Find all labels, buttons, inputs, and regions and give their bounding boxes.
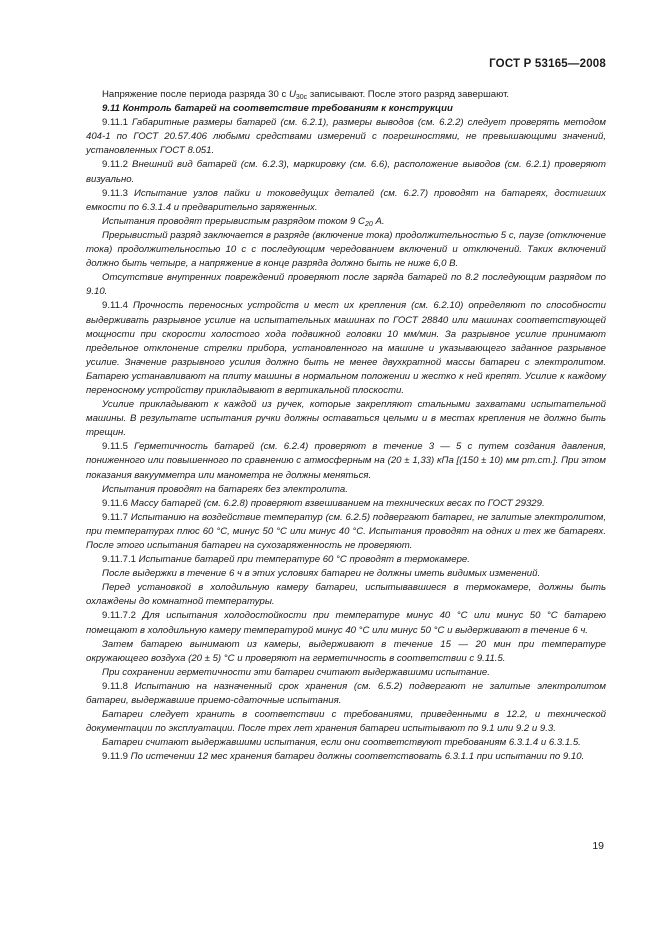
text: А.: [372, 215, 385, 227]
clause-number: 9.11.1: [102, 117, 132, 129]
clause-number: 9.11.2: [102, 159, 133, 171]
text: Напряжение после периода разряда 30 с: [102, 89, 289, 100]
clause-text: Герметичность батарей (см. 6.2.4) проверяют в течение 3 — 5 с путем создания давления, пониженного или повышенного по сравнению с атмосферным на (20 ± 1,33) кПа [(150 ± 10) мм рт.ст.]. При этом показания вакуумметра или манометра не должны меняться.: [86, 441, 606, 481]
clause-text: Прочность переносных устройств и мест их крепления (см. 6.2.10) определяют по способности выдерживать разрывное усилие на испытательных машинах по ГОСТ 28840 или машинах соответствующей мощности при скорости холостого хода подвижной головки 10 мм/мин. За разрывное усилие принимают предельное отклонение стрелки прибора, установленного на машине и указывающего заданное разрывное усилие. Значение разрывного усилия должно быть не менее двухкратной массы батареи с электролитом. Батарею устанавливают на плиту машины в нормальном положении и жестко к ней крепят. Усилие к каждому переносному устройству прикладывают в вертикальной плоскости.: [86, 300, 606, 396]
paragraph: [86, 553, 606, 567]
paragraph: [86, 215, 606, 229]
paragraph: Отсутствие внутренних повреждений проверяют после заряда батарей по 8.2 последующим разрядом по 9.10.: [86, 272, 606, 298]
paragraph: [86, 680, 606, 708]
voltage-symbol: U: [288, 89, 296, 100]
paragraph: [86, 88, 606, 102]
paragraph: [86, 750, 606, 764]
clause-text: Габаритные размеры батарей (см. 6.2.1), размеры выводов (см. 6.2.2) следует проверять методом 404-1 по ГОСТ 20.57.406 любыми средствами измерений с погрешностями, не превышающими значений, установленных ГОСТ 8.051.: [86, 117, 606, 157]
paragraph: Затем батарею вынимают из камеры, выдерживают в течение 15 — 20 мин при температуре окружающего воздуха (20 ± 5) °С и проверяют на герметичность в соответствии с 9.11.5.: [86, 638, 606, 664]
clause-number: 9.11.7.2: [102, 610, 143, 622]
paragraph: Усилие прикладывают к каждой из ручек, которые закрепляют стальными захватами испытательной машины. В результате испытания ручки должны оставаться целыми и в местах крепления не должно быть трещин.: [86, 399, 606, 439]
paragraph: [86, 609, 606, 637]
paragraph: Испытания проводят на батареях без электролита.: [102, 483, 348, 495]
clause-number: 9.11.6: [102, 497, 131, 509]
paragraph: [86, 497, 606, 511]
paragraph: При сохранении герметичности эти батареи считают выдержавшими испытание.: [102, 666, 490, 678]
paragraph: Батареи считают выдержавшими испытания, если они соответствуют требованиям 6.3.1.4 и 6.3.1.5.: [102, 737, 581, 749]
clause-text: По истечении 12 мес хранения батареи должны соответствовать 6.3.1.1 при испытании по 9.10.: [130, 751, 585, 763]
clause-number: 9.11.4: [102, 300, 134, 312]
clause-number: 9.11.7.1: [102, 554, 139, 566]
clause-number: 9.11.5: [102, 441, 135, 453]
paragraph: [86, 299, 606, 398]
clause-text: Для испытания холодостойкости при температуре минус 40 °С или минус 50 °С батарею помещают в холодильную камеру температурой минус 40 °С или минус 50 °С и выдерживают в течение 6 ч.: [86, 610, 606, 636]
clause-number: 9.11.8: [102, 680, 135, 692]
clause-text: Испытание батарей при температуре 60 °С проводят в термокамере.: [138, 554, 470, 566]
paragraph: [86, 440, 606, 482]
clause-number: 9.11.7: [102, 511, 131, 523]
clause-number: 9.11.3: [102, 187, 134, 199]
paragraph: Перед установкой в холодильную камеру батареи, испытывавшиеся в термокамере, должны быть охлаждены до комнатной температуры.: [86, 582, 606, 608]
standard-header: ГОСТ Р 53165—2008: [489, 58, 606, 70]
clause-text: Испытание узлов пайки и токоведущих деталей (см. 6.2.7) проводят на батареях, достигших емкости по 6.3.1.4 и предварительно заряженных.: [86, 187, 606, 213]
paragraph: Батареи следует хранить в соответствии с требованиями, приведенными в 12.2, и технической документации по эксплуатации. После трех лет хранения батареи испытывают по 9.1 или 9.2 и 9.3.: [86, 709, 606, 735]
text: Испытания проводят прерывистым разрядом током 9 C: [102, 215, 365, 227]
paragraph: После выдержки в течение 6 ч в этих условиях батареи не должны иметь видимых изменений.: [102, 568, 541, 580]
clause-text: Испытанию на назначенный срок хранения (см. 6.5.2) подвергают не залитые электролитом батареи, выдержавшие приемо-сдаточные испытания.: [86, 680, 606, 707]
paragraph: [86, 187, 606, 215]
section-heading: 9.11 Контроль батарей на соответствие требованиям к конструкции: [102, 103, 453, 115]
paragraph: [86, 158, 606, 186]
clause-text: Внешний вид батарей (см. 6.2.3), маркировку (см. 6.6), расположение выводов (см. 6.2.1) проверяют визуально.: [86, 159, 606, 185]
voltage-subscript: 30c: [295, 94, 308, 101]
current-subscript: 20: [364, 220, 373, 228]
document-body: [86, 88, 606, 765]
clause-number: 9.11.9: [102, 751, 131, 763]
paragraph: [86, 511, 606, 553]
paragraph: [86, 116, 606, 158]
clause-text: Испытанию на воздействие температур (см. 6.2.5) подвергают батареи, не залитые электролитом, при температурах плюс 60 °С, минус 50 °С или минус 40 °С. Испытания проводят на одних и тех же батареях. После этого испытания батареи на сухозаряженность не проверяют.: [86, 511, 606, 551]
clause-text: Массу батарей (см. 6.2.8) проверяют взвешиванием на технических весах по ГОСТ 29329.: [130, 497, 545, 509]
paragraph: Прерывистый разряд заключается в разряде (включение тока) продолжительностью 5 с, паузе (отключение тока) продолжительностью 10 с с последующим чередованием включений и отключений. Таких включений должно быть четыре, а напряжение в конце разряда должно быть не ниже 6,0 В.: [86, 229, 606, 270]
page-number: 19: [592, 840, 604, 852]
text: записывают. После этого разряд завершают.: [307, 89, 510, 100]
